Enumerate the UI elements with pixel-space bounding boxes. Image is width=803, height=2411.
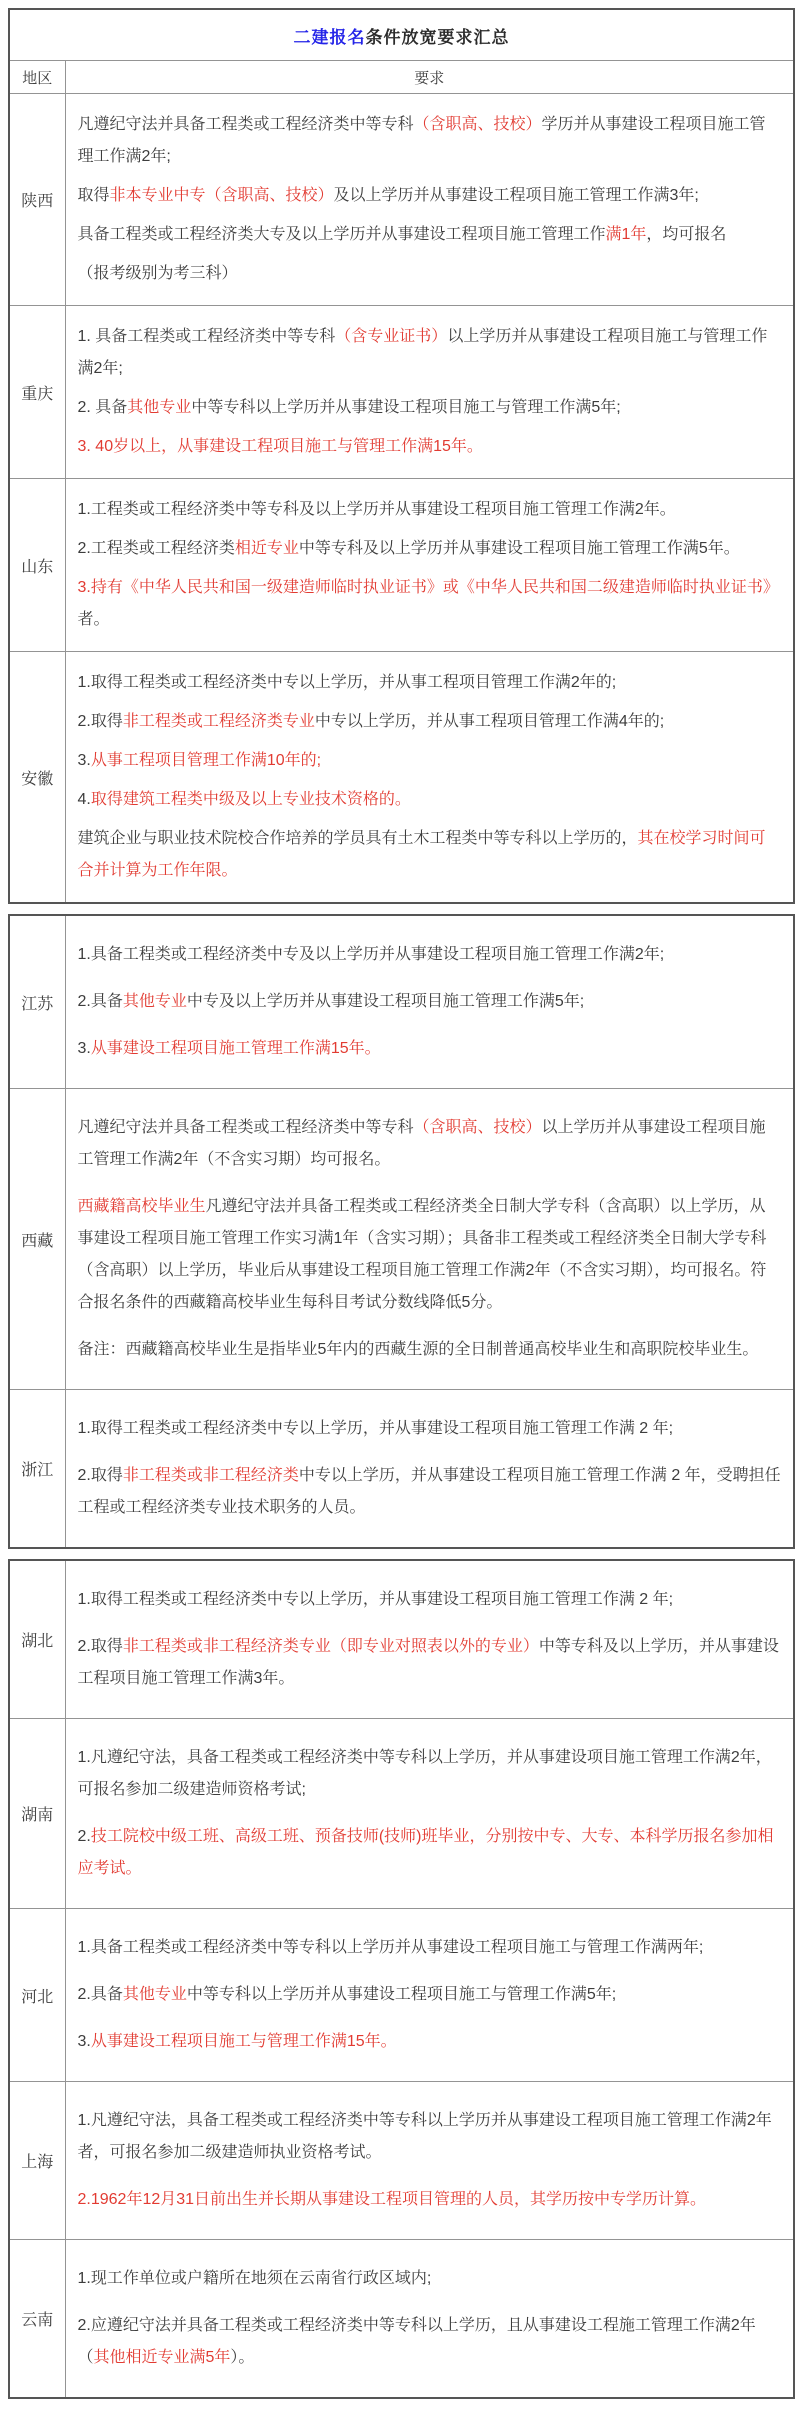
requirement-text bbox=[78, 431, 782, 463]
requirement-segment: 中专以上学历，并从事工程项目管理工作满4年的; bbox=[314, 713, 665, 730]
column-header-requirement: 要求 bbox=[65, 61, 794, 94]
requirement-emphasis: （含专业证书） bbox=[335, 328, 448, 345]
requirement-text bbox=[78, 2105, 782, 2169]
requirements-cell bbox=[65, 1560, 794, 1719]
requirement-segment: 1.取得工程类或工程经济类中专以上学历，并从事工程项目管理工作满2年的; bbox=[77, 674, 617, 691]
requirement-segment: 凡遵纪守法并具备工程类或工程经济类中等专科 bbox=[77, 116, 414, 133]
requirement-emphasis: 相近专业 bbox=[234, 540, 299, 557]
requirement-segment: 1.具备工程类或工程经济类中等专科以上学历并从事建设工程项目施工与管理工作满两年; bbox=[77, 1939, 704, 1956]
requirement-segment: 建筑企业与职业技术院校合作培养的学员具有土木工程类中等专科以上学历的， bbox=[77, 830, 638, 847]
requirement-segment: 3. bbox=[77, 752, 91, 769]
requirements-cell bbox=[65, 94, 794, 306]
region-cell: 上海 bbox=[9, 2082, 65, 2240]
requirement-segment: 2.取得 bbox=[77, 713, 123, 730]
requirement-emphasis: 西藏籍高校毕业生 bbox=[77, 1198, 206, 1215]
requirement-text bbox=[78, 2263, 782, 2295]
requirement-segment: 2. bbox=[77, 1828, 91, 1845]
requirement-segment: 学历并从事建设工程项目施工管理工作满2年; bbox=[77, 116, 766, 165]
requirement-emphasis: 技工院校中级工班、高级工班、预备技师(技师)班毕业，分别按中专、大专、本科学历报名参加相应考试。 bbox=[77, 1828, 774, 1877]
requirement-emphasis: 其他专业 bbox=[122, 1986, 187, 2003]
requirement-segment: 中等专科及以上学历，并从事建设工程项目施工管理工作满3年。 bbox=[77, 1638, 779, 1687]
requirement-segment: 2.取得 bbox=[77, 1638, 123, 1655]
summary-table-2 bbox=[8, 914, 795, 1549]
requirement-segment: 1.凡遵纪守法，具备工程类或工程经济类中等专科以上学历，并从事建设项目施工管理工作满2年，可报名参加二级建造师资格考试; bbox=[77, 1749, 772, 1798]
requirements-cell bbox=[65, 915, 794, 1089]
requirement-text bbox=[78, 1742, 782, 1806]
requirement-text bbox=[78, 180, 782, 212]
requirement-text bbox=[78, 986, 782, 1018]
province-row bbox=[9, 1390, 794, 1549]
requirement-emphasis: 非本专业中专（含职高、技校） bbox=[109, 187, 334, 204]
requirement-emphasis: 2.1962年12月31日前出生并长期从事建设工程项目管理的人员，其学历按中专学历计算。 bbox=[77, 2191, 707, 2208]
title-highlight: 二建报名 bbox=[293, 27, 366, 47]
requirement-segment: 1.取得工程类或工程经济类中专以上学历，并从事建设工程项目施工管理工作满 2 年; bbox=[77, 1591, 674, 1608]
region-cell: 江苏 bbox=[9, 915, 65, 1089]
requirement-emphasis: 非工程类或工程经济类专业 bbox=[122, 713, 315, 730]
requirement-text bbox=[78, 1979, 782, 2011]
requirement-segment: 备注：西藏籍高校毕业生是指毕业5年内的西藏生源的全日制普通高校毕业生和高职院校毕业生。 bbox=[77, 1341, 759, 1358]
requirement-segment: 1.具备工程类或工程经济类中专及以上学历并从事建设工程项目施工管理工作满2年; bbox=[77, 946, 665, 963]
region-cell: 重庆 bbox=[9, 306, 65, 479]
summary-table-1 bbox=[8, 8, 795, 904]
column-header-row bbox=[9, 61, 794, 94]
requirement-text bbox=[78, 2026, 782, 2058]
requirement-text bbox=[78, 1932, 782, 1964]
region-cell: 安徽 bbox=[9, 652, 65, 904]
requirement-text bbox=[78, 1112, 782, 1176]
requirement-text bbox=[78, 2310, 782, 2374]
province-row bbox=[9, 479, 794, 652]
requirement-emphasis: 取得建筑工程类中级及以上专业技术资格的。 bbox=[90, 791, 411, 808]
requirement-text bbox=[78, 1460, 782, 1524]
requirement-text bbox=[78, 823, 782, 887]
requirement-text bbox=[78, 321, 782, 385]
requirement-text bbox=[78, 667, 782, 699]
requirement-segment: 凡遵纪守法并具备工程类或工程经济类中等专科 bbox=[77, 1119, 414, 1136]
province-row bbox=[9, 94, 794, 306]
province-row bbox=[9, 1089, 794, 1390]
province-row bbox=[9, 652, 794, 904]
requirement-emphasis: （含职高、技校） bbox=[413, 116, 542, 133]
requirement-segment: （报考级别为考三科） bbox=[77, 265, 238, 282]
requirements-cell bbox=[65, 2082, 794, 2240]
column-header-region: 地区 bbox=[9, 61, 65, 94]
requirement-text bbox=[78, 706, 782, 738]
requirement-emphasis: 其他专业 bbox=[127, 399, 192, 416]
requirement-emphasis: 从事建设工程项目施工与管理工作满15年。 bbox=[90, 2033, 397, 2050]
province-row bbox=[9, 2240, 794, 2399]
requirement-segment: 以上学历并从事建设工程项目施工与管理工作满2年; bbox=[77, 328, 768, 377]
requirement-text bbox=[78, 1631, 782, 1695]
requirement-segment: 2. 具备 bbox=[77, 399, 128, 416]
requirement-text bbox=[78, 1584, 782, 1616]
requirement-segment: ，均可报名 bbox=[646, 226, 727, 243]
requirement-emphasis: （含职高、技校） bbox=[413, 1119, 542, 1136]
requirement-text bbox=[78, 1413, 782, 1445]
requirement-segment: 3. bbox=[77, 1040, 91, 1057]
requirement-segment: 取得 bbox=[77, 187, 110, 204]
requirement-text bbox=[78, 1821, 782, 1885]
requirement-emphasis: 其在校学习时间可合并计算为工作年限。 bbox=[77, 830, 766, 879]
requirement-segment: 中专及以上学历并从事建设工程项目施工管理工作满5年; bbox=[186, 993, 585, 1010]
requirement-emphasis: 非工程类或非工程经济类专业（即专业对照表以外的专业） bbox=[122, 1638, 539, 1655]
region-cell: 山东 bbox=[9, 479, 65, 652]
requirement-emphasis: 其他相近专业满5年 bbox=[93, 2349, 231, 2366]
province-row bbox=[9, 1719, 794, 1909]
requirement-emphasis: 其他专业 bbox=[122, 993, 187, 1010]
province-row bbox=[9, 915, 794, 1089]
region-cell: 湖南 bbox=[9, 1719, 65, 1909]
requirement-text bbox=[78, 392, 782, 424]
requirements-cell bbox=[65, 652, 794, 904]
requirement-text bbox=[78, 745, 782, 777]
requirement-text bbox=[78, 1191, 782, 1319]
requirement-segment: 2.取得 bbox=[77, 1467, 123, 1484]
region-cell: 湖北 bbox=[9, 1560, 65, 1719]
requirement-segment: 1.取得工程类或工程经济类中专以上学历，并从事建设工程项目施工管理工作满 2 年; bbox=[77, 1420, 674, 1437]
requirement-emphasis: 非工程类或非工程经济类 bbox=[122, 1467, 299, 1484]
region-cell: 河北 bbox=[9, 1909, 65, 2082]
requirement-segment: 1.现工作单位或户籍所在地须在云南省行政区域内; bbox=[77, 2270, 432, 2287]
page-title bbox=[9, 9, 794, 61]
requirements-cell bbox=[65, 1719, 794, 1909]
requirement-text bbox=[78, 219, 782, 251]
requirement-segment: 中专以上学历，并从事建设工程项目施工管理工作满 2 年，受聘担任工程或工程经济类专业技术职务的人员。 bbox=[77, 1467, 781, 1516]
requirement-segment: 者。 bbox=[77, 611, 110, 628]
requirements-cell bbox=[65, 2240, 794, 2399]
requirement-emphasis: 从事建设工程项目施工管理工作满15年。 bbox=[90, 1040, 381, 1057]
requirements-cell bbox=[65, 1909, 794, 2082]
requirement-segment: 2.具备 bbox=[77, 1986, 123, 2003]
province-row bbox=[9, 306, 794, 479]
requirement-segment: 中等专科及以上学历并从事建设工程项目施工管理工作满5年。 bbox=[298, 540, 740, 557]
document bbox=[8, 8, 795, 2399]
requirement-text bbox=[78, 2184, 782, 2216]
requirement-emphasis: 3.持有《中华人民共和国一级建造师临时执业证书》或《中华人民共和国二级建造师临时执业证书》 bbox=[77, 579, 779, 596]
requirement-emphasis: 3. 40岁以上，从事建设工程项目施工与管理工作满15年。 bbox=[77, 438, 483, 455]
requirement-text bbox=[78, 572, 782, 636]
requirement-segment: 2.具备 bbox=[77, 993, 123, 1010]
requirement-segment: 3. bbox=[77, 2033, 91, 2050]
region-cell: 浙江 bbox=[9, 1390, 65, 1549]
requirement-segment: 凡遵纪守法并具备工程类或工程经济类全日制大学专科（含高职）以上学历，从事建设工程项目施工管理工作实习满1年（含实习期）；具备非工程类或工程经济类全日制大学专科（含高职）以上学历，毕业后从事建设工程项目施工管理工作满2年（不含实习期），均可报名。符合报名条件的西藏籍高校毕业生每科目考试分数线降低5分。 bbox=[77, 1198, 767, 1311]
requirement-text bbox=[78, 109, 782, 173]
requirements-cell bbox=[65, 479, 794, 652]
requirement-emphasis: 从事工程项目管理工作满10年的; bbox=[90, 752, 322, 769]
requirement-segment: 2.工程类或工程经济类 bbox=[77, 540, 235, 557]
requirement-segment: 1. 具备工程类或工程经济类中等专科 bbox=[77, 328, 336, 345]
requirement-text bbox=[78, 494, 782, 526]
requirement-segment: 中等专科以上学历并从事建设工程项目施工与管理工作满5年; bbox=[191, 399, 621, 416]
province-row bbox=[9, 1560, 794, 1719]
title-row bbox=[9, 9, 794, 61]
region-cell: 云南 bbox=[9, 2240, 65, 2399]
requirements-cell bbox=[65, 1089, 794, 1390]
requirement-text bbox=[78, 939, 782, 971]
requirement-segment: ）。 bbox=[230, 2349, 255, 2366]
requirement-segment: 及以上学历并从事建设工程项目施工管理工作满3年; bbox=[333, 187, 699, 204]
requirement-segment: 1.工程类或工程经济类中等专科及以上学历并从事建设工程项目施工管理工作满2年。 bbox=[77, 501, 676, 518]
requirement-segment: 2.应遵纪守法并具备工程类或工程经济类中等专科以上学历，且从事建设工程施工管理工作满2年（ bbox=[77, 2317, 756, 2366]
title-rest: 条件放宽要求汇总 bbox=[365, 27, 510, 47]
requirement-text bbox=[78, 533, 782, 565]
requirement-segment: 4. bbox=[77, 791, 91, 808]
requirement-segment: 1.凡遵纪守法，具备工程类或工程经济类中等专科以上学历并从事建设工程项目施工管理工作满2年者，可报名参加二级建造师执业资格考试。 bbox=[77, 2112, 772, 2161]
requirement-text bbox=[78, 258, 782, 290]
region-cell: 陕西 bbox=[9, 94, 65, 306]
requirement-segment: 以上学历并从事建设工程项目施工管理工作满2年（不含实习期）均可报名。 bbox=[77, 1119, 766, 1168]
requirement-emphasis: 满1年 bbox=[605, 226, 647, 243]
province-row bbox=[9, 2082, 794, 2240]
requirement-segment: 中等专科以上学历并从事建设工程项目施工与管理工作满5年; bbox=[186, 1986, 617, 2003]
requirement-segment: 具备工程类或工程经济类大专及以上学历并从事建设工程项目施工管理工作 bbox=[77, 226, 606, 243]
requirement-text bbox=[78, 1033, 782, 1065]
requirements-cell bbox=[65, 1390, 794, 1549]
requirement-text bbox=[78, 784, 782, 816]
region-cell: 西藏 bbox=[9, 1089, 65, 1390]
requirement-text bbox=[78, 1334, 782, 1366]
requirements-cell bbox=[65, 306, 794, 479]
summary-table-3 bbox=[8, 1559, 795, 2399]
province-row bbox=[9, 1909, 794, 2082]
